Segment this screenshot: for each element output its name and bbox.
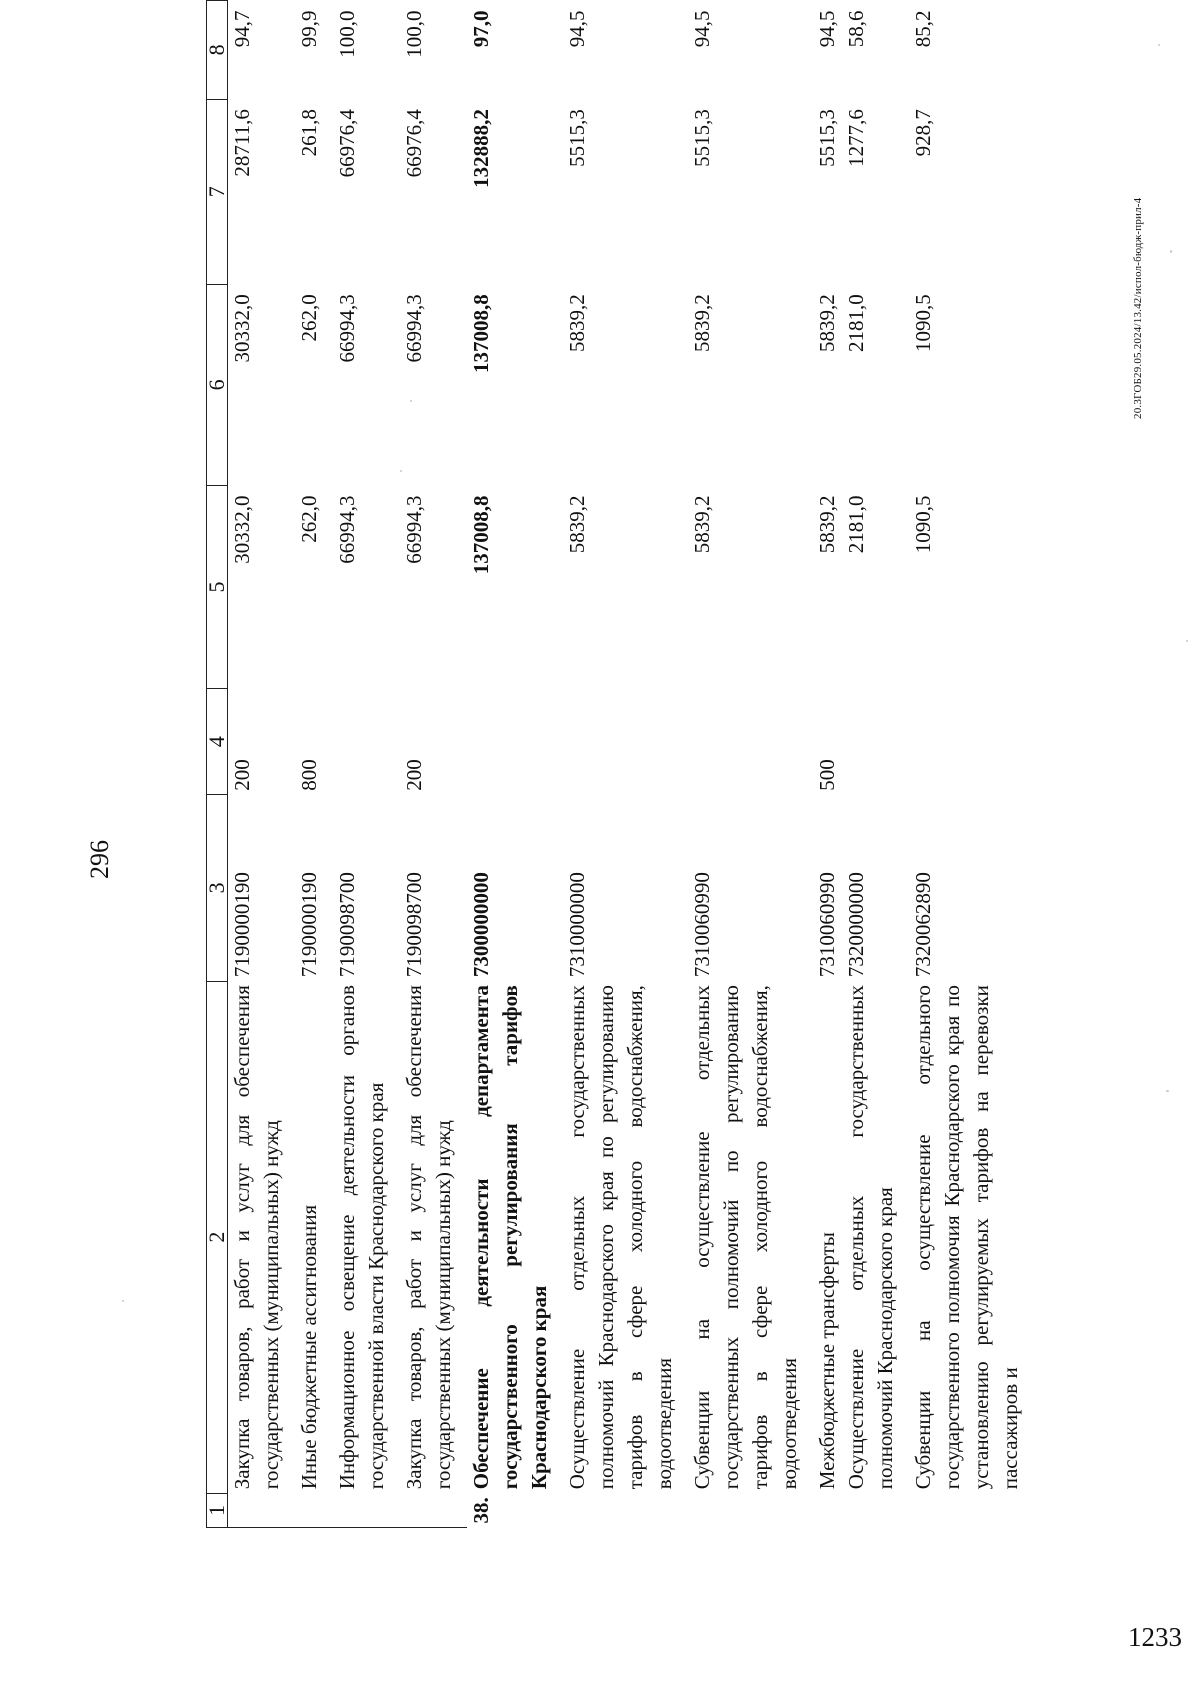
- row-value-7: 66976,4: [335, 109, 359, 178]
- page-number: 296: [85, 840, 114, 879]
- row-code: 7310060990: [690, 872, 714, 978]
- row-value-6: 5839,2: [690, 294, 714, 353]
- table-header-row: [207, 1, 228, 1528]
- row-code: 7310060990: [815, 872, 839, 978]
- table-row: [333, 1, 400, 1528]
- row-value-8: 97,0: [469, 10, 493, 48]
- row-number: [688, 1493, 813, 1527]
- scan-speck: [400, 470, 402, 472]
- row-name: Закупка товаров, работ и услуг для обеспечения государственных (муниципальных) нужд: [402, 985, 455, 1490]
- row-value-5: 137008,8: [469, 495, 493, 575]
- row-name: Обеспечение деятельности департамента государственного регулирования тарифов Краснодарского края: [469, 985, 551, 1490]
- row-type: [688, 689, 813, 795]
- row-value-8: 94,5: [690, 10, 714, 48]
- row-name: Информационное освещение деятельности органов государственной власти Краснодарского края: [335, 985, 388, 1490]
- row-value-8: 100,0: [335, 10, 359, 58]
- row-value-6: 30332,0: [230, 294, 254, 363]
- row-value-5: 1090,5: [911, 495, 935, 554]
- row-name: Субвенции на осуществление отдельных государственных полномочий по регулированию тарифов в сфере холодного водоснабжения, водоотведения: [690, 985, 801, 1490]
- row-value-7: 132888,2: [469, 109, 493, 188]
- row-name: Субвенции на осуществление отдельного государственного полномочия Краснодарского края по установлению регулируемых тарифов на перевозки пассажиров и: [911, 985, 1022, 1490]
- row-number: [400, 1493, 467, 1527]
- table-row: [813, 1, 842, 1528]
- row-value-5: 2181,0: [844, 495, 868, 554]
- row-type: [909, 689, 1025, 795]
- row-value-5: 262,0: [297, 495, 321, 543]
- scan-speck: [1158, 44, 1160, 46]
- header-cell: 4: [207, 689, 228, 795]
- row-number: [295, 1493, 333, 1527]
- document-code: 20.3ГОБ29.05.2024/13.42/испол-бюдж-прил-4: [1132, 197, 1144, 419]
- table-row: [295, 1, 333, 1528]
- row-value-7: 66976,4: [402, 109, 426, 178]
- scan-speck: [1186, 640, 1188, 642]
- row-value-8: 58,6: [844, 10, 868, 48]
- row-type: [563, 689, 688, 795]
- header-cell: 7: [207, 99, 228, 284]
- row-type: [842, 689, 909, 795]
- row-value-5: 5839,2: [690, 495, 714, 554]
- row-type: [467, 689, 563, 795]
- row-value-6: 5839,2: [815, 294, 839, 353]
- row-value-6: 2181,0: [844, 294, 868, 353]
- row-value-7: 928,7: [911, 109, 935, 157]
- row-value-8: 94,5: [815, 10, 839, 48]
- row-name: Межбюджетные трансферты: [815, 1232, 839, 1490]
- row-code: 7190098700: [402, 872, 426, 978]
- row-type: [333, 689, 400, 795]
- row-value-8: 85,2: [911, 10, 935, 48]
- scan-speck: [1166, 1090, 1169, 1092]
- table-row: [842, 1, 909, 1528]
- row-code: 7190000190: [297, 872, 321, 978]
- row-type: 200: [402, 759, 426, 791]
- row-code: 7190000190: [230, 872, 254, 978]
- header-cell: 5: [207, 486, 228, 689]
- row-value-7: 261,8: [297, 109, 321, 157]
- header-cell: 6: [207, 284, 228, 485]
- row-value-7: 1277,6: [844, 109, 868, 167]
- row-value-5: 66994,3: [402, 495, 426, 564]
- table-row: [400, 1, 467, 1528]
- row-value-8: 100,0: [402, 10, 426, 58]
- row-value-6: 5839,2: [565, 294, 589, 353]
- row-code: 7320062890: [911, 872, 935, 978]
- row-value-7: 28711,6: [230, 109, 254, 177]
- header-cell: 3: [207, 795, 228, 981]
- scan-speck: [1170, 250, 1172, 253]
- header-cell: 2: [207, 981, 228, 1493]
- row-value-7: 5515,3: [565, 109, 589, 167]
- scan-speck: [122, 1300, 124, 1302]
- row-value-6: 1090,5: [911, 294, 935, 353]
- row-number: [333, 1493, 400, 1527]
- row-value-6: 262,0: [297, 294, 321, 342]
- row-code: 7300000000: [469, 872, 493, 978]
- table-row-section: [467, 1, 563, 1528]
- table-row: [688, 1, 813, 1528]
- row-value-7: 5515,3: [690, 109, 714, 167]
- row-value-5: 30332,0: [230, 495, 254, 564]
- header-cell: 1: [207, 1493, 228, 1527]
- row-number: 38.: [469, 1497, 493, 1524]
- row-value-5: 5839,2: [565, 495, 589, 554]
- row-name: Осуществление отдельных государственных полномочий Краснодарского края: [844, 985, 897, 1490]
- budget-table: [206, 0, 1025, 1528]
- row-code: 7310000000: [565, 872, 589, 978]
- row-value-8: 94,7: [230, 10, 254, 48]
- row-name: Закупка товаров, работ и услуг для обеспечения государственных (муниципальных) нужд: [230, 985, 283, 1490]
- row-number: [909, 1493, 1025, 1527]
- row-value-8: 94,5: [565, 10, 589, 48]
- row-type: 200: [230, 759, 254, 791]
- table-row: [563, 1, 688, 1528]
- row-code: 7320000000: [844, 872, 868, 978]
- row-name: Осуществление отдельных государственных полномочий Краснодарского края по регулированию тарифов в сфере холодного водоснабжения, водоотведения: [565, 985, 676, 1490]
- row-value-6: 66994,3: [402, 294, 426, 363]
- row-number: [842, 1493, 909, 1527]
- sheet-number: 1233: [1128, 1622, 1182, 1652]
- row-type: 500: [815, 759, 839, 791]
- header-cell: 8: [207, 1, 228, 100]
- row-type: 800: [297, 759, 321, 791]
- table-row: [909, 1, 1025, 1528]
- row-value-5: 66994,3: [335, 495, 359, 564]
- scan-speck: [410, 400, 412, 402]
- row-value-5: 5839,2: [815, 495, 839, 554]
- row-number: [813, 1493, 842, 1527]
- row-number: [563, 1493, 688, 1527]
- row-number: [228, 1493, 296, 1527]
- row-value-7: 5515,3: [815, 109, 839, 167]
- table-row: [228, 1, 296, 1528]
- row-value-6: 137008,8: [469, 294, 493, 374]
- row-name: Иные бюджетные ассигнования: [297, 1204, 321, 1490]
- row-value-8: 99,9: [297, 10, 321, 48]
- row-code: 7190098700: [335, 872, 359, 978]
- row-value-6: 66994,3: [335, 294, 359, 363]
